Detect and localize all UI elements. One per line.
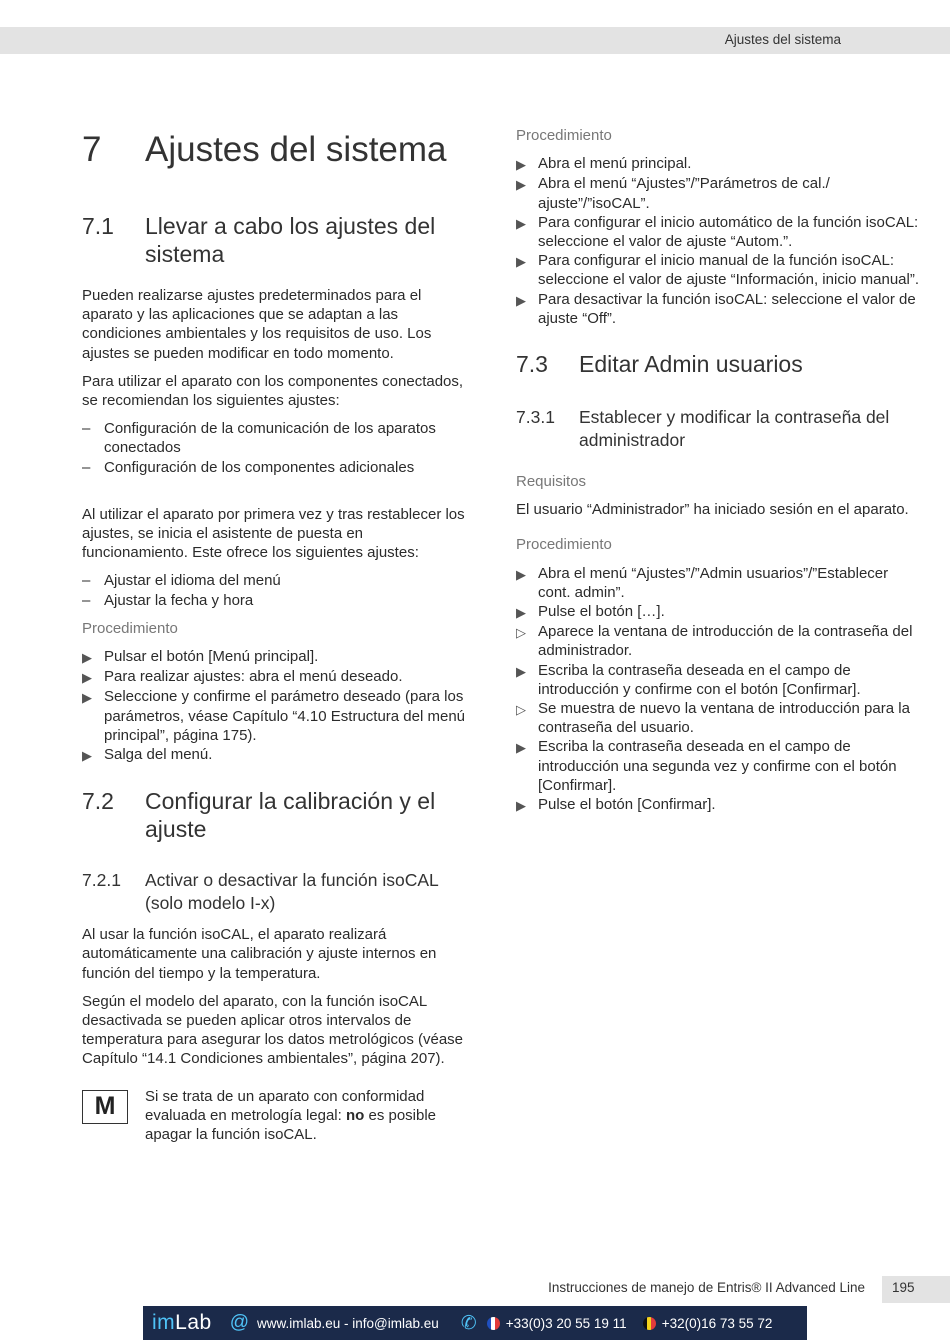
result-item: ▷ Se muestra de nuevo la ventana de introducción para la contraseña del usuario. bbox=[516, 700, 910, 737]
step-item: ▶ Para realizar ajustes: abra el menú deseado. bbox=[82, 667, 468, 687]
paragraph: Al utilizar el aparato por primera vez y tras restablecer los ajustes, se inicia el asistente de puesta en funcionamiento. Este ofrece los siguientes ajustes: bbox=[82, 505, 465, 562]
step-item: ▶ Pulsar el botón [Menú principal]. bbox=[82, 647, 468, 667]
metrology-m-icon: M bbox=[82, 1090, 128, 1124]
list-item: – Ajustar la fecha y hora bbox=[82, 591, 254, 609]
step-item: ▶ Pulse el botón [Confirmar]. bbox=[516, 795, 920, 815]
result-arrow-icon: ▷ bbox=[516, 625, 526, 641]
step-item: ▶ Escriba la contraseña deseada en el campo de introducción y confirme con el botón [Confirmar]. bbox=[516, 661, 861, 698]
chapter-heading bbox=[82, 130, 468, 170]
dash-marker: – bbox=[82, 420, 91, 438]
action-arrow-icon: ▶ bbox=[82, 670, 92, 686]
action-arrow-icon: ▶ bbox=[516, 798, 526, 814]
action-arrow-icon: ▶ bbox=[82, 690, 92, 706]
header-title: Ajustes del sistema bbox=[724, 32, 841, 47]
action-arrow-icon: ▶ bbox=[516, 605, 526, 621]
section-heading-7-1 bbox=[82, 212, 468, 268]
subsection-heading-7-3-1 bbox=[516, 406, 920, 452]
subsection-number: 7.3.1 bbox=[516, 407, 555, 428]
paragraph: Pueden realizarse ajustes predeterminados para el aparato y las aplicaciones que se adaptan a las condiciones ambientales y los requisitos de uso. Los ajustes se pueden modificar en todo momento. bbox=[82, 287, 432, 362]
phone-icon: ✆ bbox=[460, 1312, 477, 1334]
paragraph: Para utilizar el aparato con los componentes conectados, se recomiendan los siguientes ajustes: bbox=[82, 372, 464, 410]
at-sign-icon: @ bbox=[229, 1312, 250, 1333]
chapter-title: Ajustes del sistema bbox=[145, 130, 447, 169]
action-arrow-icon: ▶ bbox=[516, 740, 526, 756]
subsection-heading-7-2-1 bbox=[82, 869, 468, 915]
procedure-steps bbox=[516, 564, 920, 816]
dash-marker: – bbox=[82, 458, 91, 476]
procedure-steps bbox=[516, 154, 920, 328]
note-emphasis: no bbox=[345, 1106, 365, 1124]
dash-marker: – bbox=[82, 572, 91, 590]
requirements-text: El usuario “Administrador” ha iniciado sesión en el aparato. bbox=[516, 501, 909, 519]
note-text: Si se trata de un aparato con conformidad evaluada en metrología legal: no es posible apagar la función isoCAL. bbox=[145, 1087, 437, 1144]
list-item: – Ajustar el idioma del menú bbox=[82, 572, 281, 590]
action-arrow-icon: ▶ bbox=[516, 157, 526, 173]
step-item: ▶ Para configurar el inicio manual de la función isoCAL: seleccione el valor de ajuste “Información, inicio manual”. bbox=[516, 252, 920, 289]
procedure-steps bbox=[82, 647, 468, 765]
section-title: Editar Admin usuarios bbox=[579, 351, 803, 378]
section-number: 7.3 bbox=[516, 351, 548, 378]
phone-belgium[interactable]: +32(0)16 73 55 72 bbox=[661, 1315, 773, 1331]
list-item: – Configuración de los componentes adicionales bbox=[82, 458, 415, 476]
result-item: ▷ Aparece la ventana de introducción de la contraseña del administrador. bbox=[516, 623, 913, 660]
procedure-label: Procedimiento bbox=[516, 127, 612, 144]
step-item: ▶ Abra el menú “Ajustes”/”Parámetros de cal./ ajuste”/”isoCAL”. bbox=[516, 175, 830, 212]
dash-list bbox=[82, 571, 468, 609]
procedure-label: Procedimiento bbox=[82, 619, 178, 637]
action-arrow-icon: ▶ bbox=[516, 254, 526, 270]
step-item: ▶ Abra el menú “Ajustes”/”Admin usuarios”/”Establecer cont. admin”. bbox=[516, 564, 889, 601]
action-arrow-icon: ▶ bbox=[82, 650, 92, 666]
action-arrow-icon: ▶ bbox=[82, 748, 92, 764]
legal-metrology-note bbox=[82, 1087, 468, 1145]
result-arrow-icon: ▷ bbox=[516, 702, 526, 718]
subsection-title: Establecer y modificar la contraseña del administrador bbox=[579, 407, 890, 451]
belgium-flag-icon bbox=[643, 1317, 656, 1330]
step-item: ▶ Abra el menú principal. bbox=[516, 154, 920, 174]
left-column bbox=[82, 120, 468, 1144]
procedure-label: Procedimiento bbox=[516, 536, 612, 554]
website-email-link[interactable]: www.imlab.eu - info@imlab.eu bbox=[257, 1315, 439, 1331]
paragraph: Al usar la función isoCAL, el aparato realizará automáticamente una calibración y ajuste internos en función del tiempo y la temperatura. bbox=[82, 926, 437, 982]
france-flag-icon bbox=[487, 1317, 500, 1330]
action-arrow-icon: ▶ bbox=[516, 292, 526, 308]
dash-list bbox=[82, 419, 468, 477]
imlab-logo: imLab bbox=[152, 1311, 212, 1334]
subsection-title: Activar o desactivar la función isoCAL (solo modelo I-x) bbox=[145, 870, 439, 914]
section-number: 7.2 bbox=[82, 788, 114, 815]
section-heading-7-3 bbox=[516, 350, 920, 378]
section-heading-7-2 bbox=[82, 787, 468, 843]
step-item: ▶ Pulse el botón […]. bbox=[516, 602, 920, 622]
header-bar bbox=[0, 27, 950, 54]
action-arrow-icon: ▶ bbox=[516, 566, 526, 582]
list-item: – Configuración de la comunicación de los aparatos conectados bbox=[82, 420, 436, 457]
imlab-banner bbox=[143, 1306, 807, 1340]
paragraph: Según el modelo del aparato, con la función isoCAL desactivada se pueden aplicar otros intervalos de temperatura para asegurar los datos metrológicos (véase Capítulo “14.1 Condiciones ambientales”, página 207). bbox=[82, 992, 464, 1068]
action-arrow-icon: ▶ bbox=[516, 177, 526, 193]
subsection-number: 7.2.1 bbox=[82, 870, 121, 891]
step-item: ▶ Para configurar el inicio automático de la función isoCAL: seleccione el valor de ajuste “Autom.”. bbox=[516, 213, 919, 251]
phone-france[interactable]: +33(0)3 20 55 19 11 bbox=[505, 1315, 627, 1331]
dash-marker: – bbox=[82, 591, 91, 609]
step-item: ▶ Para desactivar la función isoCAL: seleccione el valor de ajuste “Off”. bbox=[516, 290, 916, 327]
step-item: ▶ Escriba la contraseña deseada en el campo de introducción una segunda vez y confirme con el botón [Confirmar]. bbox=[516, 738, 897, 794]
action-arrow-icon: ▶ bbox=[516, 215, 526, 231]
footer-title: Instrucciones de manejo de Entris® II Advanced Line bbox=[548, 1280, 865, 1295]
step-item: ▶ Salga del menú. bbox=[82, 745, 468, 765]
section-title: Configurar la calibración y el ajuste bbox=[145, 788, 436, 843]
action-arrow-icon: ▶ bbox=[516, 663, 526, 679]
chapter-number: 7 bbox=[82, 130, 102, 169]
page-number: 195 bbox=[882, 1276, 950, 1303]
section-title: Llevar a cabo los ajustes del sistema bbox=[145, 213, 436, 267]
step-item: ▶ Seleccione y confirme el parámetro deseado (para los parámetros, véase Capítulo “4.10 Estructura del menú principal”, página 175). bbox=[82, 688, 466, 744]
requirements-label: Requisitos bbox=[516, 473, 587, 491]
section-number: 7.1 bbox=[82, 213, 114, 239]
right-column bbox=[516, 126, 920, 824]
